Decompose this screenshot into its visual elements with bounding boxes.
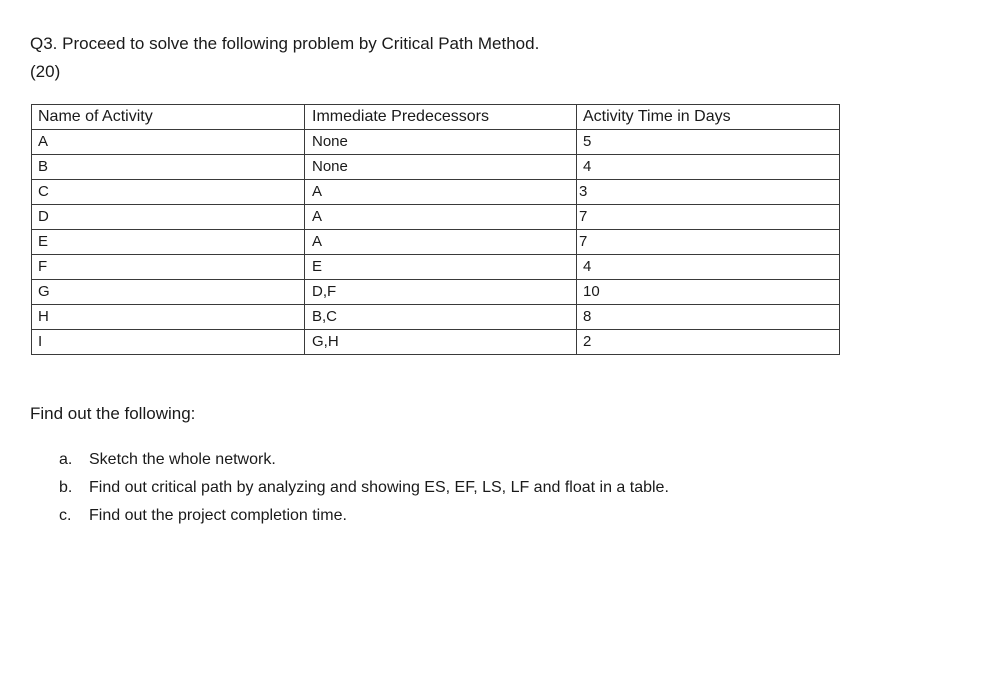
predecessors-cell: None <box>305 155 577 180</box>
list-item <box>59 506 959 526</box>
list-marker: b. <box>59 479 73 496</box>
list-item-text: Sketch the whole network. <box>89 451 276 468</box>
table-row <box>32 280 840 305</box>
predecessors-cell: None <box>305 130 577 155</box>
predecessors-cell: B,C <box>305 305 577 330</box>
activity-name-cell: F <box>32 255 305 280</box>
activity-time-cell: 4 <box>577 255 840 280</box>
list-item-text: Find out the project completion time. <box>89 507 347 524</box>
task-list <box>59 450 959 534</box>
table-row <box>32 330 840 355</box>
predecessors-cell: A <box>305 205 577 230</box>
activity-time-cell: 8 <box>577 305 840 330</box>
activity-time-cell: 2 <box>577 330 840 355</box>
instructions-intro: Find out the following: <box>30 404 196 423</box>
table-header-row <box>32 105 840 130</box>
table-row <box>32 230 840 255</box>
predecessors-cell: A <box>305 180 577 205</box>
table-row <box>32 180 840 205</box>
question-marks: (20) <box>30 62 61 81</box>
activity-time-cell: 10 <box>577 280 840 305</box>
activity-time-cell: 3 <box>577 180 840 205</box>
list-marker: c. <box>59 507 72 524</box>
list-marker: a. <box>59 451 73 468</box>
list-item <box>59 450 959 470</box>
table-row <box>32 130 840 155</box>
predecessors-cell: D,F <box>305 280 577 305</box>
activity-name-cell: B <box>32 155 305 180</box>
predecessors-cell: A <box>305 230 577 255</box>
activity-time-cell: 7 <box>577 230 840 255</box>
activity-name-cell: C <box>32 180 305 205</box>
activity-name-cell: H <box>32 305 305 330</box>
list-item <box>59 478 959 498</box>
activity-time-cell: 4 <box>577 155 840 180</box>
activity-time-cell: 7 <box>577 205 840 230</box>
activity-name-cell: A <box>32 130 305 155</box>
activity-name-cell: D <box>32 205 305 230</box>
activity-name-cell: I <box>32 330 305 355</box>
table-row <box>32 305 840 330</box>
list-item-text: Find out critical path by analyzing and showing ES, EF, LS, LF and float in a table. <box>89 479 669 496</box>
predecessors-cell: E <box>305 255 577 280</box>
predecessors-cell: G,H <box>305 330 577 355</box>
table-row <box>32 255 840 280</box>
header-predecessors: Immediate Predecessors <box>305 105 577 130</box>
table-row <box>32 205 840 230</box>
activity-name-cell: E <box>32 230 305 255</box>
header-activity-time: Activity Time in Days <box>577 105 840 130</box>
activity-name-cell: G <box>32 280 305 305</box>
question-title: Q3. Proceed to solve the following problem by Critical Path Method. <box>30 34 540 53</box>
header-activity-name: Name of Activity <box>32 105 305 130</box>
activity-table <box>31 104 840 355</box>
table-row <box>32 155 840 180</box>
activity-time-cell: 5 <box>577 130 840 155</box>
